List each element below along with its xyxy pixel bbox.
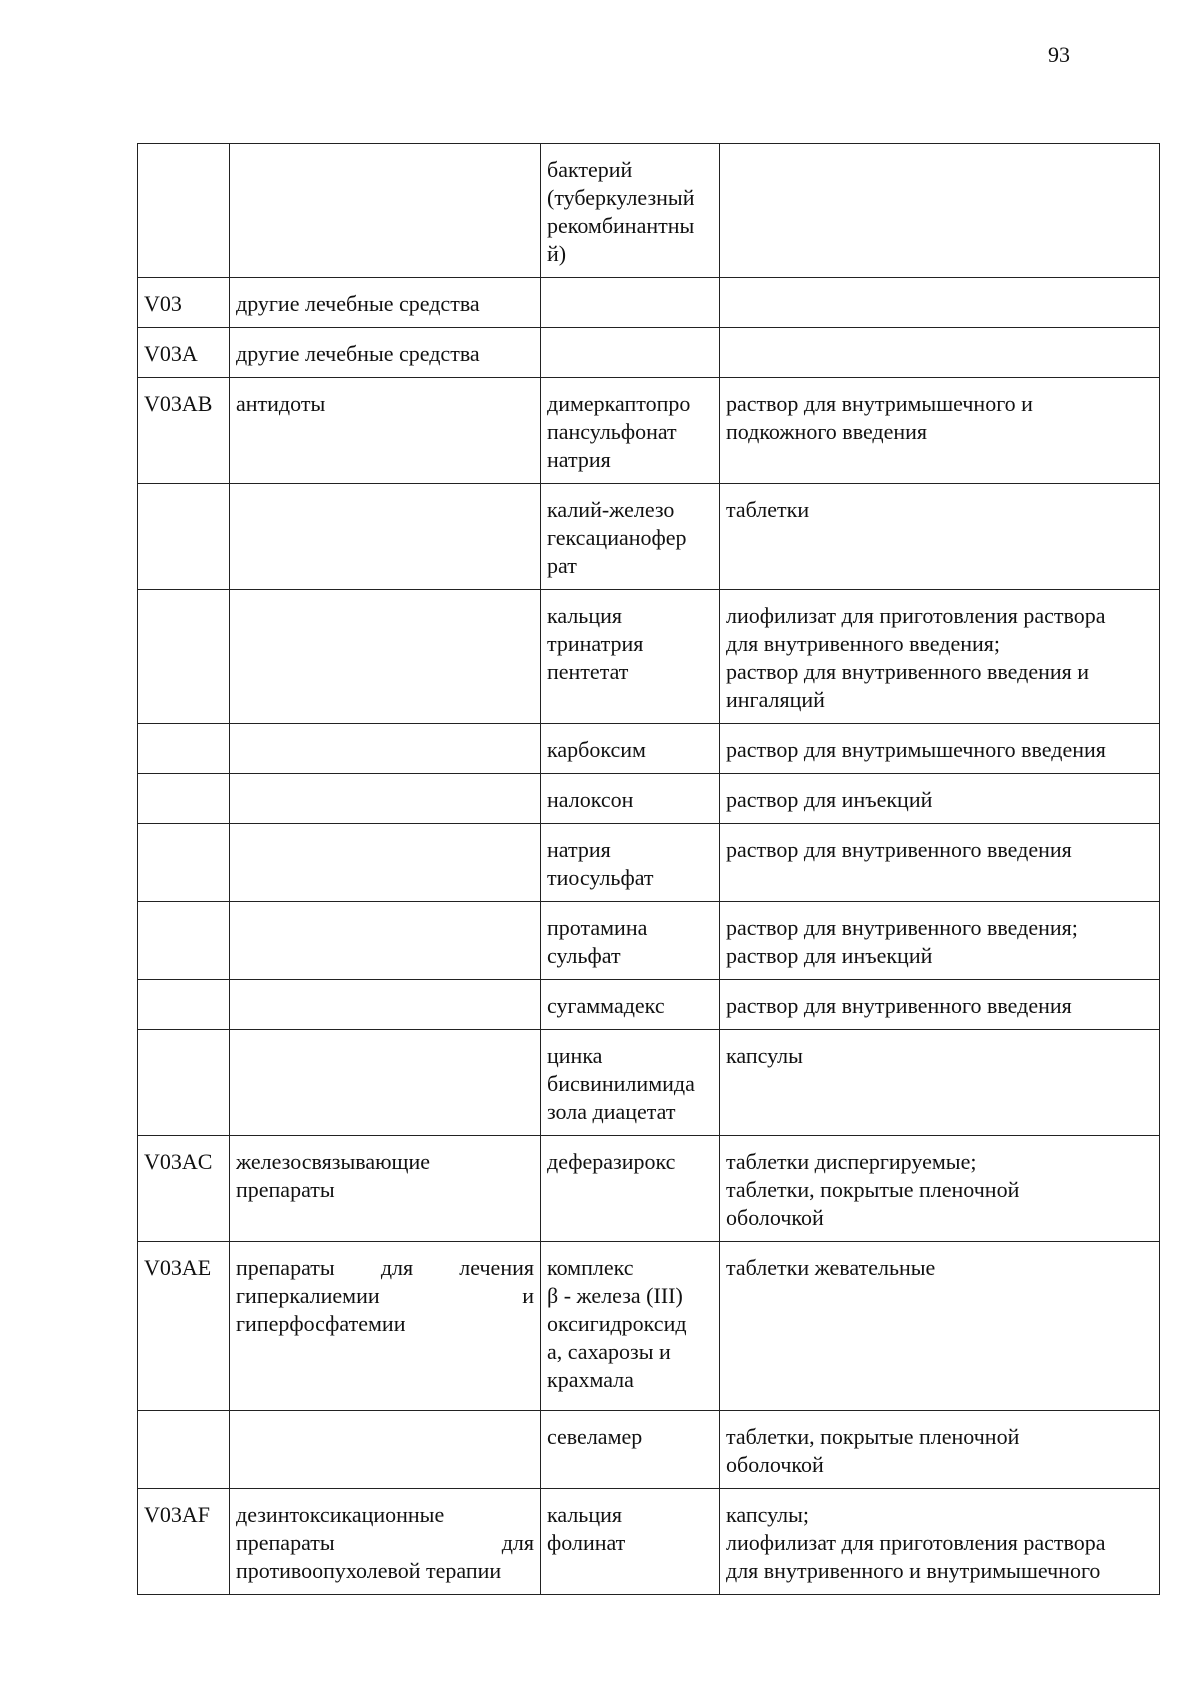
table-row bbox=[138, 774, 1160, 824]
table-row bbox=[138, 1030, 1160, 1136]
form-cell: таблетки, покрытые пленочной оболочкой bbox=[720, 1411, 1160, 1489]
group-cell: другие лечебные средства bbox=[230, 278, 541, 328]
drug-cell bbox=[541, 328, 720, 378]
group-cell: антидоты bbox=[230, 378, 541, 484]
table-row bbox=[138, 328, 1160, 378]
drug-cell: цинка бисвинилимида зола диацетат bbox=[541, 1030, 720, 1136]
atc-code-cell: V03A bbox=[138, 328, 230, 378]
atc-code-cell bbox=[138, 590, 230, 724]
atc-code-cell bbox=[138, 774, 230, 824]
form-cell bbox=[720, 278, 1160, 328]
drug-cell bbox=[541, 278, 720, 328]
form-cell bbox=[720, 144, 1160, 278]
form-cell: таблетки bbox=[720, 484, 1160, 590]
table-row bbox=[138, 278, 1160, 328]
form-cell: капсулы; лиофилизат для приготовления раствора для внутривенного и внутримышечного bbox=[720, 1489, 1160, 1595]
form-cell: таблетки жевательные bbox=[720, 1242, 1160, 1411]
form-cell: капсулы bbox=[720, 1030, 1160, 1136]
drug-cell: кальция тринатрия пентетат bbox=[541, 590, 720, 724]
drug-cell: налоксон bbox=[541, 774, 720, 824]
form-cell: таблетки диспергируемые; таблетки, покрытые пленочной оболочкой bbox=[720, 1136, 1160, 1242]
drug-cell: карбоксим bbox=[541, 724, 720, 774]
drug-cell: бактерий (туберкулезный рекомбинантны й) bbox=[541, 144, 720, 278]
table-row bbox=[138, 724, 1160, 774]
group-cell bbox=[230, 1411, 541, 1489]
form-cell bbox=[720, 328, 1160, 378]
group-cell bbox=[230, 1030, 541, 1136]
table-row bbox=[138, 980, 1160, 1030]
atc-code-cell bbox=[138, 824, 230, 902]
drug-cell: димеркаптопро пансульфонат натрия bbox=[541, 378, 720, 484]
atc-code-cell: V03AC bbox=[138, 1136, 230, 1242]
atc-code-cell bbox=[138, 144, 230, 278]
table-row bbox=[138, 1242, 1160, 1411]
group-cell: другие лечебные средства bbox=[230, 328, 541, 378]
atc-code-cell: V03AE bbox=[138, 1242, 230, 1411]
group-cell bbox=[230, 824, 541, 902]
drug-cell: калий-железо гексацианофер рат bbox=[541, 484, 720, 590]
group-cell bbox=[230, 980, 541, 1030]
table-row bbox=[138, 902, 1160, 980]
group-cell: препараты для лечения гиперкалиемии и гиперфосфатемии bbox=[230, 1242, 541, 1411]
atc-code-cell bbox=[138, 1411, 230, 1489]
group-cell: дезинтоксикационные препараты для противоопухолевой терапии bbox=[230, 1489, 541, 1595]
atc-code-cell bbox=[138, 980, 230, 1030]
atc-code-cell bbox=[138, 484, 230, 590]
table-row bbox=[138, 590, 1160, 724]
drug-cell: сугаммадекс bbox=[541, 980, 720, 1030]
form-cell: раствор для внутривенного введения; раствор для инъекций bbox=[720, 902, 1160, 980]
drug-cell: севеламер bbox=[541, 1411, 720, 1489]
atc-code-cell: V03AF bbox=[138, 1489, 230, 1595]
table-row bbox=[138, 824, 1160, 902]
form-cell: раствор для внутривенного введения bbox=[720, 980, 1160, 1030]
form-cell: раствор для внутримышечного и подкожного введения bbox=[720, 378, 1160, 484]
form-cell: раствор для инъекций bbox=[720, 774, 1160, 824]
atc-code-cell bbox=[138, 902, 230, 980]
group-cell bbox=[230, 144, 541, 278]
drug-cell: комплекс β - железа (III) оксигидроксид а, сахарозы и крахмала bbox=[541, 1242, 720, 1411]
form-cell: лиофилизат для приготовления раствора для внутривенного введения; раствор для внутривенного введения и ингаляций bbox=[720, 590, 1160, 724]
atc-code-cell bbox=[138, 1030, 230, 1136]
group-cell bbox=[230, 724, 541, 774]
group-cell bbox=[230, 484, 541, 590]
atc-code-cell bbox=[138, 724, 230, 774]
drug-table bbox=[137, 143, 1160, 1595]
table-row bbox=[138, 1136, 1160, 1242]
group-cell bbox=[230, 902, 541, 980]
group-cell bbox=[230, 774, 541, 824]
atc-code-cell: V03AB bbox=[138, 378, 230, 484]
table-row bbox=[138, 378, 1160, 484]
atc-code-cell: V03 bbox=[138, 278, 230, 328]
form-cell: раствор для внутривенного введения bbox=[720, 824, 1160, 902]
table-row bbox=[138, 484, 1160, 590]
form-cell: раствор для внутримышечного введения bbox=[720, 724, 1160, 774]
drug-cell: деферазирокс bbox=[541, 1136, 720, 1242]
table-row bbox=[138, 1411, 1160, 1489]
drug-cell: натрия тиосульфат bbox=[541, 824, 720, 902]
table-row bbox=[138, 144, 1160, 278]
group-cell: железосвязывающие препараты bbox=[230, 1136, 541, 1242]
drug-cell: протамина сульфат bbox=[541, 902, 720, 980]
group-cell bbox=[230, 590, 541, 724]
table-row bbox=[138, 1489, 1160, 1595]
drug-cell: кальция фолинат bbox=[541, 1489, 720, 1595]
page-number: 93 bbox=[1048, 42, 1070, 67]
